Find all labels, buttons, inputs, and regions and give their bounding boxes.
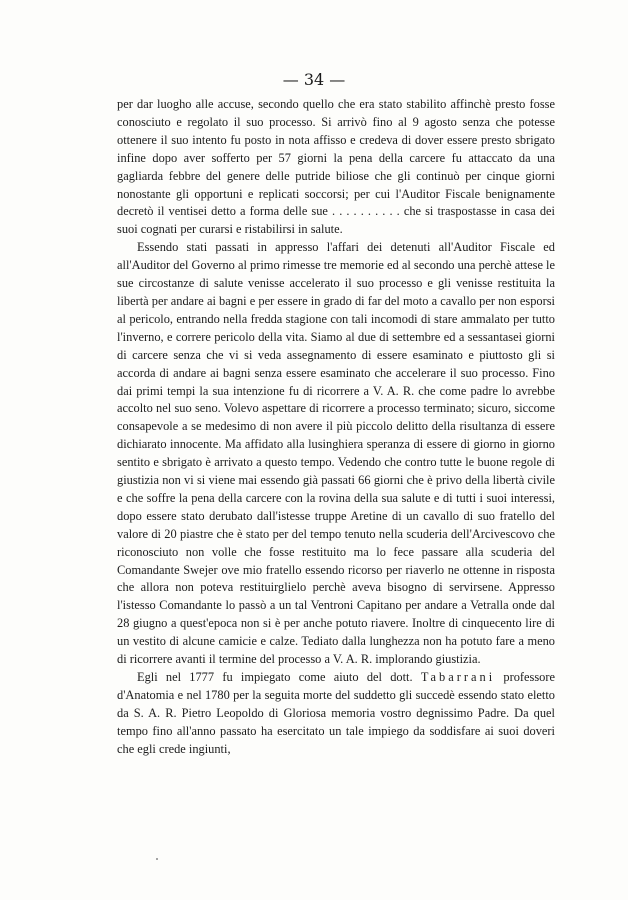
paragraph-3 (117, 669, 555, 759)
spaced-name-tabarrani: Tabarrani (420, 670, 496, 684)
paragraph-2: Essendo stati passati in appresso l'affari dei detenuti all'Auditor Fiscale ed all'Auditor del Governo al primo rimesse tre memorie ed al secondo una perchè attese le sue circostanze di salute venisse accelerato il suo processo e gli venisse restituita la libertà per andare ai bagni e per essere in grado di far del moto a cavallo per non esporsi al pericolo, entrando nella fredda stagione con tali incomodi di stare ammalato per tutto l'inverno, e correre pericolo della vita. Siamo al due di settembre ed a sessantasei giorni di carcere senza che vi si veda assegnamento di essere esaminato e piuttosto gli si accorda di andare ai bagni senza essere esaminato che accelerare il suo processo. Fino dai primi tempi la sua intenzione fu di ricorrere a V. A. R. che come padre lo avrebbe accolto nel suo seno. Volevo aspettare di ricorrere a processo terminato; sicuro, siccome consapevole a se medesimo di non avere il più piccolo delitto della risultanza di essere dichiarato innocente. Ma affidato alla lusinghiera speranza di essere di giorno in giorno sentito e sbrigato è arrivato a questo tempo. Vedendo che contro tutte le buone regole di giustizia non vi si viene mai essendo già passati 66 giorni che è privo della libertà civile e che soffre la pena della carcere con la rovina della sua salute e di tutti i suoi interessi, dopo essere stato derubato dall'istesse truppe Aretine di un cavallo di suo fratello del valore di 20 piastre che è stato per del tempo tenuto nella scuderia dell'Arcivescovo che riconosciuto non volle che fosse restituito ma lo fece passare alla scuderia del Comandante Swejer ove mio fratello essendo ricorso per riaverlo ne ottenne in risposta che allora non poteva restituirglielo perchè aveva bisogno di servirsene. Appresso l'istesso Comandante lo passò a un tal Ventroni Capitano per andare a Vetralla onde dal 28 giugno a quest'epoca non si è per anche potuto riavere. Inoltre di cinquecento lire di un vestito di alcune camicie e calze. Tediato dalla lunghezza non ha potuto fare a meno di ricorrere avanti il termine del processo a V. A. R. implorando giustizia. (117, 240, 555, 667)
paragraph-1: per dar luogho alle accuse, secondo quello che era stato stabilito affinchè presto fosse conosciuto e regolato il suo processo. Si arrivò fino al 9 agosto senza che potesse ottenere il suo intento fu posto in nota affisso e credeva di dover essere presto sbrigato infine dopo aver sofferto per 57 giorni la pena della carcere fu attaccato da una gagliarda febbre del genere delle putride biliose che gli continuò per cinque giorni nonostante gli opportuni e replicati soccorsi; per cui l'Auditor Fiscale benignamente decretò il ventisei detto a forma delle sue . . . . . . . . . . che si traspostasse in casa dei suoi cognati per curarsi e ristabilirsi in salute. (117, 97, 555, 237)
paragraph-3-end: professore d'Anatomia e nel 1780 per la seguita morte del suddetto gli succedè essendo stato eletto da S. A. R. Pietro Leopoldo di Gloriosa memoria vostro degnissimo Padre. Da quel tempo fino all'anno passato ha esercitato un tale impiego da soddisfare ai suoi doveri che egli crede ingiunti, (117, 670, 556, 756)
page-number: — 34 — (282, 70, 346, 89)
paper-speck (156, 858, 158, 860)
body-text (117, 96, 555, 759)
paragraph-3-start: Egli nel 1777 fu impiegato come aiuto del dott. (137, 670, 421, 684)
